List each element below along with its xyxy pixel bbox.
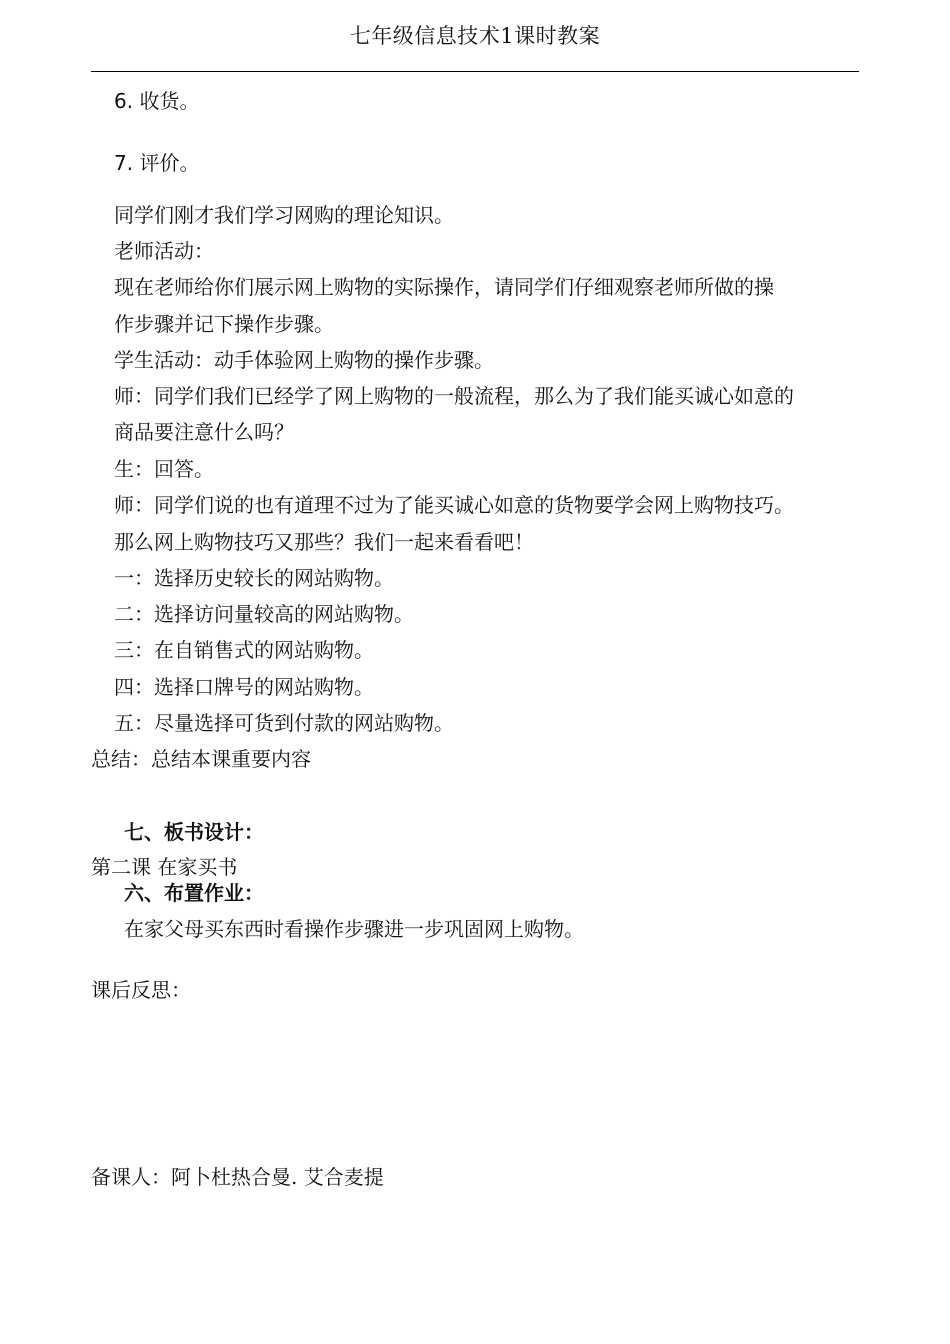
document-header-title: 七年级信息技术1课时教案	[349, 24, 601, 48]
preparer-line: 备课人：阿卜杜热合曼. 艾合麦提	[91, 1165, 384, 1189]
paragraph-line: 老师活动：	[114, 239, 214, 263]
header-divider	[91, 71, 859, 72]
paragraph-line: 商品要注意什么吗？	[114, 420, 294, 444]
paragraph-line: 那么网上购物技巧又那些？我们一起来看看吧！	[114, 530, 534, 554]
paragraph-line: 学生活动：动手体验网上购物的操作步骤。	[114, 348, 494, 372]
paragraph-line: 生：回答。	[114, 457, 214, 481]
paragraph-line: 同学们刚才我们学习网购的理论知识。	[114, 203, 454, 227]
paragraph-line: 师：同学们我们已经学了网上购物的一般流程，那么为了我们能买诚心如意的	[114, 384, 794, 408]
homework-content: 在家父母买东西时看操作步骤进一步巩固网上购物。	[124, 917, 584, 941]
board-design-heading: 七、板书设计：	[124, 820, 264, 844]
paragraph-line: 师：同学们说的也有道理不过为了能买诚心如意的货物要学会网上购物技巧。	[114, 493, 794, 517]
reflection-label: 课后反思：	[91, 978, 191, 1002]
tip-item: 二：选择访问量较高的网站购物。	[114, 602, 414, 626]
step-item: 6. 收货。	[114, 89, 200, 113]
tip-item: 一：选择历史较长的网站购物。	[114, 566, 394, 590]
summary-line: 总结：总结本课重要内容	[91, 747, 311, 771]
board-design-content: 第二课 在家买书	[91, 855, 238, 879]
tip-item: 四：选择口牌号的网站购物。	[114, 675, 374, 699]
tip-item: 五：尽量选择可货到付款的网站购物。	[114, 711, 454, 735]
homework-heading: 六、布置作业：	[124, 881, 264, 905]
step-item: 7. 评价。	[114, 151, 200, 175]
tip-item: 三：在自销售式的网站购物。	[114, 638, 374, 662]
paragraph-line: 作步骤并记下操作步骤。	[114, 312, 334, 336]
paragraph-line: 现在老师给你们展示网上购物的实际操作，请同学们仔细观察老师所做的操	[114, 275, 774, 299]
